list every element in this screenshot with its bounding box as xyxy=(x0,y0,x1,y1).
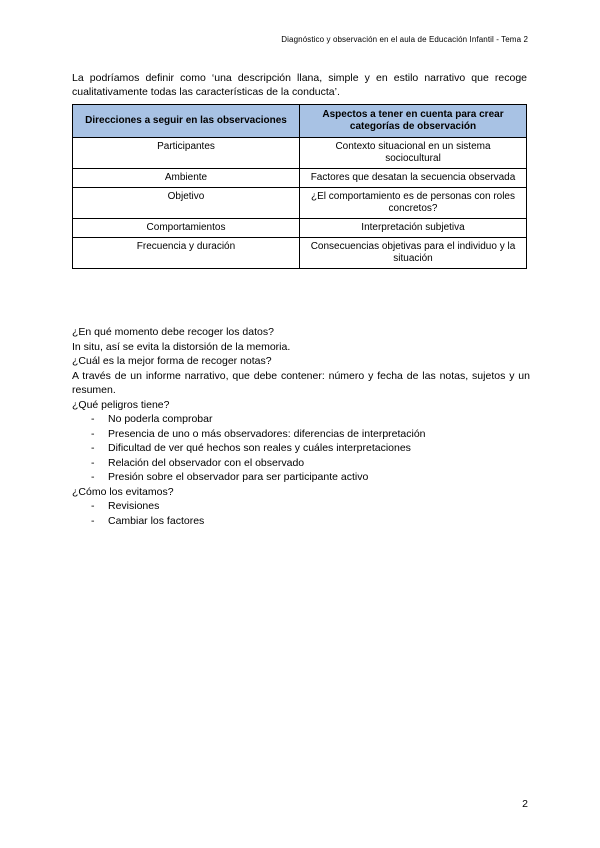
running-header: Diagnóstico y observación en el aula de Educación Infantil - Tema 2 xyxy=(281,35,528,44)
table-cell-aspect: Interpretación subjetiva xyxy=(300,219,527,238)
table-cell-direction: Comportamientos xyxy=(73,219,300,238)
question-avoid: ¿Cómo los evitamos? xyxy=(72,485,174,498)
list-item-text: Relación del observador con el observado xyxy=(108,456,305,469)
dash-bullet: - xyxy=(91,413,95,425)
list-item xyxy=(91,456,530,471)
table-row xyxy=(73,138,527,169)
dash-bullet: - xyxy=(91,427,95,440)
list-item xyxy=(91,470,530,485)
table-cell-aspect: ¿El comportamiento es de personas con roles concretos? xyxy=(300,188,527,219)
list-item xyxy=(91,427,530,442)
list-item-text: Presión sobre el observador para ser participante activo xyxy=(108,471,369,483)
table-row xyxy=(73,188,527,219)
dash-bullet: - xyxy=(91,471,95,483)
dash-bullet: - xyxy=(91,456,95,469)
page-number: 2 xyxy=(522,798,528,810)
list-item-text: No poderla comprobar xyxy=(108,413,213,425)
table-cell-direction: Ambiente xyxy=(73,169,300,188)
dash-bullet: - xyxy=(91,500,95,512)
intro-paragraph: La podríamos definir como ‘una descripción llana, simple y en estilo narrativo que recoge cualitativamente todas las características de la conducta’. xyxy=(72,72,527,98)
dash-bullet: - xyxy=(91,514,95,527)
dangers-list xyxy=(72,412,530,485)
question-when: ¿En qué momento debe recoger los datos? xyxy=(72,326,274,338)
question-how: ¿Cuál es la mejor forma de recoger notas? xyxy=(72,355,272,367)
remedies-list xyxy=(72,499,530,528)
question-dangers: ¿Qué peligros tiene? xyxy=(72,398,170,411)
column-header-directions: Direcciones a seguir en las observaciones xyxy=(73,105,300,138)
questions-section xyxy=(72,325,530,528)
dash-bullet: - xyxy=(91,442,95,454)
list-item-text: Revisiones xyxy=(108,500,160,512)
list-item-text: Cambiar los factores xyxy=(108,514,205,527)
table-cell-aspect: Contexto situacional en un sistema sociocultural xyxy=(300,138,527,169)
table-row xyxy=(73,169,527,188)
list-item-text: Presencia de uno o más observadores: diferencias de interpretación xyxy=(108,427,426,440)
table-row xyxy=(73,238,527,269)
table-cell-aspect: Consecuencias objetivas para el individuo y la situación xyxy=(300,238,527,269)
answer-how: A través de un informe narrativo, que debe contener: número y fecha de las notas, sujetos y un resumen. xyxy=(72,369,530,396)
list-item xyxy=(91,441,530,456)
list-item-text: Dificultad de ver qué hechos son reales y cuáles interpretaciones xyxy=(108,442,411,454)
column-header-aspects: Aspectos a tener en cuenta para crear categorías de observación xyxy=(300,105,527,138)
table-cell-aspect: Factores que desatan la secuencia observada xyxy=(300,169,527,188)
list-item xyxy=(91,514,530,529)
observation-table xyxy=(72,104,527,269)
table-header-row xyxy=(73,105,527,138)
table-row xyxy=(73,219,527,238)
list-item xyxy=(91,499,530,514)
table-cell-direction: Frecuencia y duración xyxy=(73,238,300,269)
table-cell-direction: Participantes xyxy=(73,138,300,169)
list-item xyxy=(91,412,530,427)
answer-when: In situ, así se evita la distorsión de la memoria. xyxy=(72,340,291,353)
table-cell-direction: Objetivo xyxy=(73,188,300,219)
